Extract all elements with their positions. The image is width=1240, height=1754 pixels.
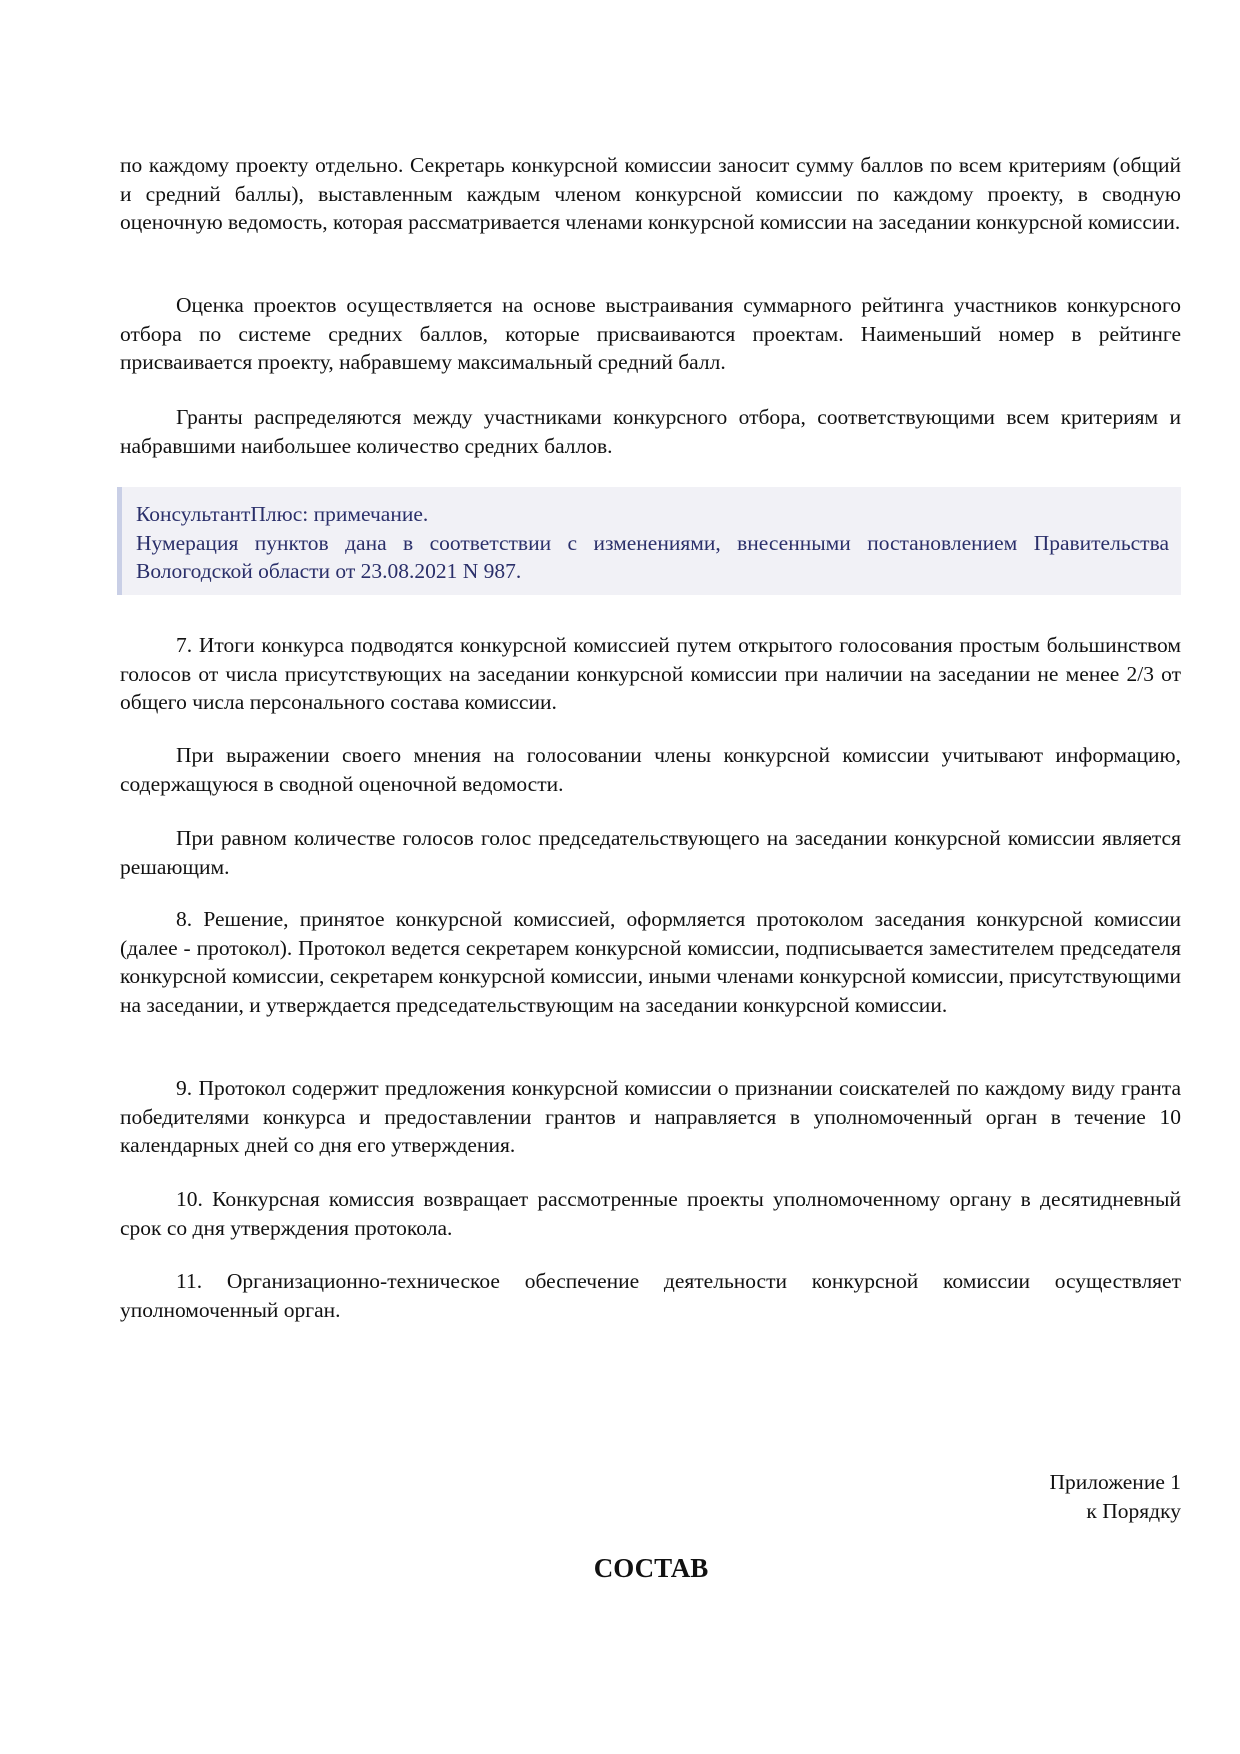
note-header: КонсультантПлюс: примечание. xyxy=(136,502,429,526)
paragraph-8: 8. Решение, принятое конкурсной комиссией, оформляется протоколом заседания конкурсной комиссии (далее - протокол). Протокол ведется секретарем конкурсной комиссии, подписывается заместителем председателя конкурсной комиссии, секретарем конкурсной комиссии, иными членами конкурсной комиссии, присутствующими на заседании, и утверждается председательствующим на заседании конкурсной комиссии. xyxy=(120,907,1181,1017)
paragraph-continuation: по каждому проекту отдельно. Секретарь конкурсной комиссии заносит сумму баллов по всем критериям (общий и средний баллы), выставленным каждым членом конкурсной комиссии по каждому проекту, в сводную оценочную ведомость, которая рассматривается членами конкурсной комиссии на заседании конкурсной комиссии. xyxy=(120,153,1181,235)
appendix-line-1: Приложение 1 xyxy=(1049,1470,1181,1494)
paragraph-rating: Оценка проектов осуществляется на основе выстраивания суммарного рейтинга участников конкурсного отбора по системе средних баллов, которые присваиваются проектам. Наименьший номер в рейтинге присваивается проекту, набравшему максимальный средний балл. xyxy=(120,293,1181,375)
paragraph-9: 9. Протокол содержит предложения конкурсной комиссии о признании соискателей по каждому виду гранта победителями конкурса и предоставлении грантов и направляется в уполномоченный орган в течение 10 календарных дней со дня его утверждения. xyxy=(120,1076,1181,1158)
paragraph-11: 11. Организационно-техническое обеспечение деятельности конкурсной комиссии осуществляет уполномоченный орган. xyxy=(120,1269,1181,1322)
section-title: СОСТАВ xyxy=(593,1553,709,1583)
note-text: Нумерация пунктов дана в соответствии с изменениями, внесенными постановлением Правительства Вологодской области от 23.08.2021 N 987. xyxy=(136,530,1169,584)
paragraph-10: 10. Конкурсная комиссия возвращает рассмотренные проекты уполномоченному органу в десятидневный срок со дня утверждения протокола. xyxy=(120,1187,1181,1240)
paragraph-grants: Гранты распределяются между участниками конкурсного отбора, соответствующими всем критериям и набравшими наибольшее количество средних баллов. xyxy=(120,405,1181,458)
appendix-line-2: к Порядку xyxy=(1086,1498,1181,1523)
paragraph-7: 7. Итоги конкурса подводятся конкурсной комиссией путем открытого голосования простым большинством голосов от числа присутствующих на заседании конкурсной комиссии при наличии на заседании не менее 2/3 от общего числа персонального состава комиссии. xyxy=(120,633,1181,715)
appendix-label xyxy=(1049,1468,1181,1525)
consultant-note xyxy=(117,487,1181,595)
paragraph-opinion: При выражении своего мнения на голосовании члены конкурсной комиссии учитывают информацию, содержащуюся в сводной оценочной ведомости. xyxy=(120,743,1181,796)
paragraph-equal-votes: При равном количестве голосов голос председательствующего на заседании конкурсной комиссии является решающим. xyxy=(120,826,1181,879)
